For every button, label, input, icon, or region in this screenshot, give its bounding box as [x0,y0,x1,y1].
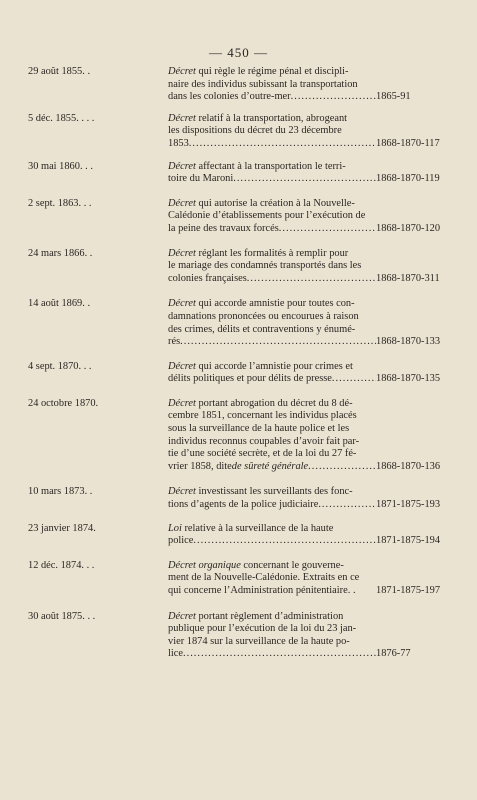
entry-text: cembre 1851, concernant les individus placés [168,410,357,422]
entry-reference: 1865-91 [376,91,411,103]
entry-text: affectant à la transportation le terri- [195,160,346,172]
entry-reference: 1868-1870-120 [376,222,441,234]
entry-date: 5 déc. 1855. . . . [28,112,95,124]
entry-date: 30 août 1875. . . [28,610,96,622]
entry-description [166,361,376,386]
dot-leader [193,535,376,548]
entry-date: 14 août 1869. . [28,298,91,310]
entry-date: 24 octobre 1870. [28,397,99,409]
decree-entry [28,161,464,186]
decree-entry [28,113,464,151]
entry-text: délits politiques et pour délits de presse [168,373,332,385]
entry-date: 30 mai 1860. . . [28,160,93,172]
dot-leader [233,173,376,186]
entry-reference: 1871-1875-193 [376,499,441,511]
entry-text: rés [168,336,181,348]
entry-text: réglant les formalités à remplir pour [195,247,349,259]
decree-entry [28,298,464,348]
entry-text: relatif à la transportation, abrogeant [195,112,348,124]
entry-date: 4 sept. 1870. . . [28,360,92,372]
entry-text: sous la surveillance de la haute police et les [168,423,350,435]
entry-text: de sûreté générale [231,460,309,472]
entry-text: les dispositions du décret du 23 décembre [168,125,342,137]
entry-text: investissant les surveillants des fonc- [195,486,353,498]
decree-entry [28,248,464,286]
entry-text: qui accorde l’amnistie pour crimes et [195,360,353,372]
decree-entry [28,361,464,386]
entry-description [166,398,376,474]
entry-text: tions d’agents de la police judiciaire [168,499,319,511]
entry-date: 2 sept. 1863. . . [28,197,92,209]
entry-type: Décret [168,160,196,172]
entry-type: Décret [168,610,196,622]
page-number: — 450 — [209,45,268,60]
entry-reference: 1868-1870-311 [376,272,440,284]
entry-type: Décret [168,397,196,409]
entry-date: 12 déc. 1874. . . [28,559,95,571]
entry-description [166,248,376,286]
entry-reference: 1868-1870-135 [376,373,441,385]
entry-text: police [168,535,194,547]
entry-reference: 1868-1870-117 [376,137,440,149]
dot-leader [180,336,376,349]
entry-description [166,486,376,511]
entry-reference: 1871-1875-194 [376,535,441,547]
entry-text: tie d’une société secrète, et de la loi du 27 fé- [168,448,357,460]
entry-reference: 1876-77 [376,648,411,660]
entry-text: 1853 [168,137,189,149]
entry-text: individus reconnus coupables d’avoir fait par- [168,435,360,447]
entry-reference: 1871-1875-197 [376,585,441,596]
entry-text: colonies françaises [168,272,247,284]
entry-text: portant règlement d’administration [195,610,344,622]
entry-text: ment de la Nouvelle-Calédonie. Extraits en ce [168,572,360,584]
entry-text: qui règle le régime pénal et discipli- [195,66,349,77]
entry-type: Décret [168,486,196,498]
entry-text: qui concerne l’Administration pénitentiaire. . [168,585,356,596]
entry-type: Loi [168,522,182,534]
entry-type: Décret [168,66,196,77]
decree-entry [28,611,464,661]
entry-date: 29 août 1855. . [28,66,91,77]
entry-type: Décret [168,247,196,259]
entry-description [166,611,376,661]
entry-text: lice [168,648,183,660]
entry-date: 24 mars 1866. . [28,247,93,259]
entry-description [166,66,376,104]
entry-type: Décret [168,360,196,372]
entry-text: la peine des travaux forcés [168,222,279,234]
dot-leader [291,91,376,104]
entry-text: concernant le gouverne- [240,559,344,571]
dot-leader [308,461,376,474]
entry-description [166,523,376,548]
decree-entry [28,198,464,236]
entry-text: le mariage des condamnés transportés dans les [168,260,362,272]
entry-type: Décret [168,112,196,124]
entry-date: 10 mars 1873. . [28,486,93,498]
entry-description [166,161,376,186]
entry-text: vier 1874 sur la surveillance de la haute po- [168,635,350,647]
entry-text: des crimes, délits et contraventions y énumé- [168,323,356,335]
entry-text: naire des individus subissant la transportation [168,78,358,90]
entry-type: Décret [168,197,196,209]
entry-text: dans les colonies d’outre-mer [168,91,291,103]
entry-description [166,198,376,236]
entry-date: 23 janvier 1874. [28,522,96,534]
entry-text: Calédonie d’établissements pour l’exécution de [168,210,366,222]
entry-description [166,560,376,598]
entry-description [166,113,376,151]
entry-reference: 1868-1870-136 [376,460,441,472]
dot-leader [279,223,376,236]
decree-entry [28,523,464,548]
entry-text: portant abrogation du décret du 8 dé- [195,397,353,409]
entry-text: damnations prononcées ou encourues à raison [168,310,359,322]
dot-leader [247,273,376,286]
entry-text: qui accorde amnistie pour toutes con- [195,298,355,310]
entry-text: toire du Maroni [168,173,234,185]
entry-reference: 1868-1870-119 [376,173,440,185]
dot-leader [332,373,376,386]
entry-type: Décret [168,559,196,571]
entry-text: relative à la surveillance de la haute [181,522,334,534]
entry-text: publique pour l’exécution de la loi du 23 jan- [168,623,357,635]
dot-leader [183,648,376,661]
entry-reference: 1868-1870-133 [376,336,441,348]
entry-type-qualifier: organique [195,559,241,571]
dot-leader [189,138,376,151]
decree-list [28,66,464,661]
decree-entry [28,486,464,511]
decree-entry [28,398,464,474]
entry-description [166,298,376,348]
entry-text: qui autorise la création à la Nouvelle- [195,197,355,209]
dot-leader [318,499,376,512]
entry-type: Décret [168,298,196,310]
entry-text: vrier 1858, dite [168,460,232,472]
decree-entry [28,560,464,598]
decree-entry [28,66,464,104]
